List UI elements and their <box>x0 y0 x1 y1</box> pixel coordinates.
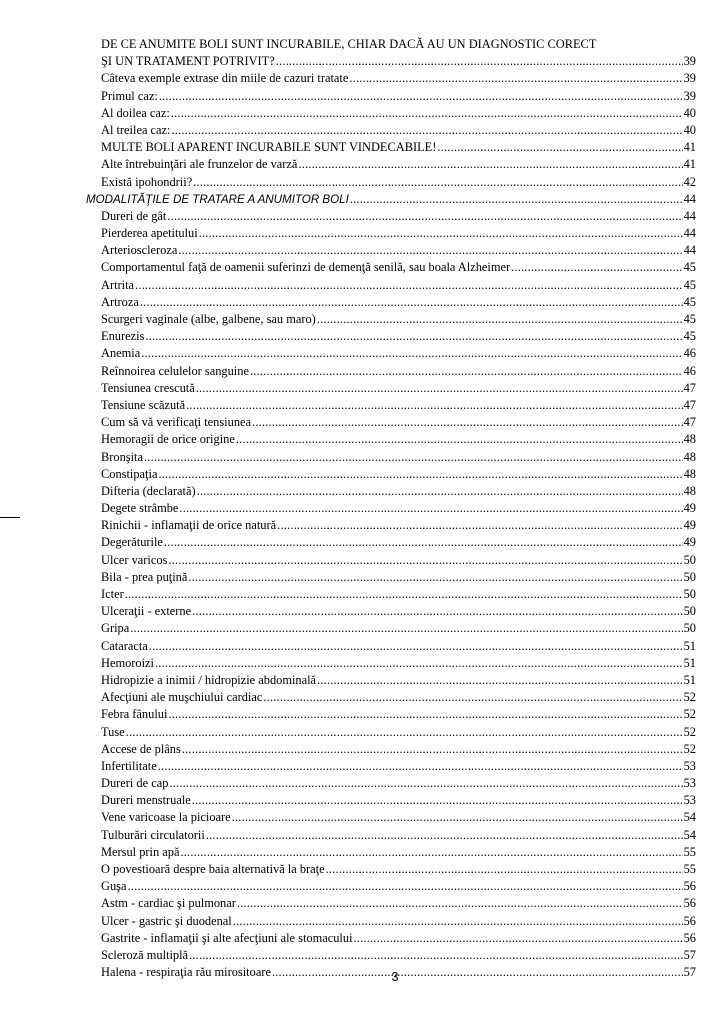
toc-entry-page: 46 <box>683 346 696 361</box>
toc-entry-label: Al doilea caz: <box>101 105 170 120</box>
toc-entry-page: 52 <box>683 741 696 756</box>
toc-entry[interactable] <box>86 930 696 947</box>
toc-entry[interactable] <box>86 500 696 517</box>
toc-entry-label: Icter <box>101 587 124 601</box>
toc-entry[interactable] <box>86 122 696 139</box>
dot-leader <box>145 328 682 345</box>
toc-entry-page: 54 <box>683 827 696 842</box>
dot-leader <box>192 603 682 620</box>
toc-entry-page: 53 <box>683 758 696 773</box>
dot-leader <box>206 827 683 844</box>
toc-entry-label: Pierderea apetitului <box>101 226 198 241</box>
toc-entry-page: 52 <box>683 690 696 705</box>
toc-entry[interactable] <box>86 827 696 844</box>
toc-entry[interactable] <box>86 277 696 294</box>
dot-leader <box>168 552 682 569</box>
toc-entry-page: 54 <box>683 810 696 825</box>
toc-entry-label: Tuse <box>101 724 125 739</box>
dot-leader <box>250 363 683 380</box>
toc-entry[interactable] <box>86 449 696 466</box>
dot-leader <box>135 277 683 294</box>
toc-entry-page: 56 <box>683 879 696 894</box>
dot-leader <box>326 861 683 878</box>
toc-entry-page: 39 <box>683 54 696 69</box>
toc-entry-label: Degerăturile <box>101 535 163 550</box>
toc-entry-label: Guşa <box>101 879 127 894</box>
dot-leader <box>159 88 683 105</box>
dot-leader <box>189 947 683 964</box>
toc-entry-page: 56 <box>683 896 696 911</box>
toc-entry[interactable] <box>86 483 696 500</box>
toc-entry-label: Febra fânului <box>101 707 168 722</box>
toc-entry-label: Hidropizie a inimii / hidropizie abdominală <box>101 672 317 687</box>
toc-entry[interactable] <box>86 139 696 156</box>
toc-entry-page: 49 <box>683 535 696 550</box>
dot-leader <box>437 139 682 156</box>
page-number: 3 <box>391 970 399 984</box>
toc-entry-label: MULTE BOLI APARENT INCURABILE SUNT VINDECABILE! <box>101 140 437 155</box>
toc-entry-page: 48 <box>683 449 696 464</box>
toc-entry[interactable] <box>86 414 696 431</box>
toc-entry-label: Difteria (declarată) <box>101 483 196 498</box>
toc-entry[interactable] <box>86 70 696 87</box>
toc-entry[interactable] <box>86 586 696 603</box>
toc-entry-page: 52 <box>683 707 696 722</box>
toc-entry-page: 50 <box>683 587 696 601</box>
toc-entry-page: 50 <box>683 604 696 619</box>
toc-entry-page: 45 <box>683 294 696 309</box>
toc-entry-label: Primul caz: <box>101 88 158 103</box>
dot-leader <box>252 414 683 431</box>
toc-entry[interactable] <box>86 397 696 414</box>
toc-entry[interactable] <box>86 655 696 672</box>
margin-mark <box>0 517 20 518</box>
toc-entry-label: Dureri menstruale <box>101 793 191 808</box>
toc-entry-label: Scleroză multiplă <box>101 947 189 962</box>
toc-entry-label: Hemoragii de orice origine <box>101 432 235 447</box>
dot-leader <box>317 672 683 689</box>
toc-entry-page: 46 <box>683 363 696 378</box>
toc-entry-page: 41 <box>683 140 696 155</box>
dot-leader <box>127 878 682 895</box>
table-of-contents <box>86 36 696 981</box>
toc-entry[interactable] <box>86 294 696 311</box>
toc-entry-page: 55 <box>683 862 696 876</box>
toc-entry-page: 48 <box>683 466 696 481</box>
toc-entry[interactable] <box>86 569 696 586</box>
toc-entry[interactable] <box>86 552 696 569</box>
toc-entry[interactable] <box>86 380 696 397</box>
toc-entry-label: Artrita <box>101 277 135 292</box>
toc-entry-page: 53 <box>683 793 696 808</box>
toc-entry-page: 48 <box>683 483 696 498</box>
toc-entry-title-line2[interactable] <box>86 53 696 70</box>
toc-entry-page: 44 <box>683 191 696 206</box>
toc-entry[interactable] <box>86 947 696 964</box>
dot-leader <box>182 741 683 758</box>
toc-entry[interactable] <box>86 792 696 809</box>
toc-entry-label: Cum să vă verificaţi tensiunea <box>101 415 252 430</box>
dot-leader <box>141 345 682 362</box>
dot-leader <box>317 311 683 328</box>
toc-entry[interactable] <box>86 328 696 345</box>
dot-leader <box>186 397 683 414</box>
dot-leader <box>354 930 683 947</box>
toc-entry-label: Arterioscleroza <box>101 243 178 258</box>
toc-entry-page: 44 <box>683 243 696 258</box>
toc-entry-label: Degete strâmbe <box>101 501 179 516</box>
toc-entry-page: 44 <box>683 208 696 223</box>
toc-entry-label: Accese de plâns <box>101 741 181 756</box>
toc-entry[interactable] <box>86 534 696 551</box>
dot-leader <box>126 724 683 741</box>
toc-entry[interactable] <box>86 672 696 689</box>
toc-entry-page: 45 <box>683 277 696 292</box>
toc-entry-page: 40 <box>683 122 696 137</box>
toc-entry[interactable] <box>86 844 696 861</box>
dot-leader <box>178 242 682 259</box>
toc-entry-label: Rinichii - inflamaţii de orice natură <box>101 518 277 533</box>
toc-entry[interactable] <box>86 603 696 620</box>
dot-leader <box>149 638 683 655</box>
toc-entry[interactable] <box>86 741 696 758</box>
toc-entry-label: Vene varicoase la picioare <box>101 810 231 825</box>
toc-entry-label: Ulceraţii - externe <box>101 604 192 619</box>
toc-entry-label: Tensiunea crescută <box>101 380 195 395</box>
toc-entry-page: 51 <box>683 672 696 687</box>
toc-entry-label: Gripa <box>101 621 130 636</box>
toc-entry[interactable] <box>86 466 696 483</box>
dot-leader <box>168 706 682 723</box>
toc-entry-label: Enurezis <box>101 329 145 344</box>
toc-entry[interactable] <box>86 724 696 741</box>
toc-entry-page: 52 <box>683 724 696 739</box>
toc-entry-page: 50 <box>683 569 696 584</box>
dot-leader <box>180 844 682 861</box>
toc-entry-label: Gastrite - inflamaţii şi alte afecţiuni ale stomacului <box>101 930 353 945</box>
dot-leader <box>199 225 683 242</box>
toc-entry-label: O povestioară despre baia alternativă la braţe <box>101 862 325 876</box>
toc-entry[interactable] <box>86 895 696 912</box>
toc-entry-label: Artroza <box>101 294 139 309</box>
dot-leader <box>232 809 683 826</box>
toc-entry-label: Bronşita <box>101 449 143 464</box>
toc-entry[interactable] <box>86 775 696 792</box>
dot-leader <box>237 895 683 912</box>
toc-entry-label: Anemia <box>101 346 141 361</box>
toc-entry-page: 39 <box>683 71 696 86</box>
toc-entry-page: 55 <box>683 844 696 859</box>
toc-entry[interactable] <box>86 363 696 380</box>
toc-entry-page: 57 <box>683 947 696 962</box>
toc-section-heading[interactable] <box>86 191 696 208</box>
toc-entry[interactable] <box>86 809 696 826</box>
dot-leader <box>158 758 683 775</box>
toc-entry-page: 49 <box>683 518 696 533</box>
toc-entry-page: 53 <box>683 776 696 791</box>
toc-entry-label: Câteva exemple extrase din miile de cazuri tratate <box>101 71 349 86</box>
toc-entry[interactable] <box>86 431 696 448</box>
toc-entry[interactable] <box>86 913 696 930</box>
toc-entry-label: Afecţiuni ale muşchiului cardiac <box>101 690 263 705</box>
toc-entry-page: 44 <box>683 226 696 241</box>
toc-entry-page: 56 <box>683 913 696 928</box>
toc-entry[interactable] <box>86 689 696 706</box>
toc-entry[interactable] <box>86 225 696 242</box>
toc-entry-page: 41 <box>683 157 696 172</box>
toc-entry-label: ŞI UN TRATAMENT POTRIVIT? <box>101 54 275 69</box>
dot-leader <box>130 620 682 637</box>
toc-entry-label: Infertilitate <box>101 758 157 773</box>
dot-leader <box>277 517 682 534</box>
toc-entry[interactable] <box>86 88 696 105</box>
toc-entry-page: 42 <box>683 174 696 189</box>
toc-entry-label: MODALITĂŢILE DE TRATARE A ANUMITOR BOLI <box>86 192 349 206</box>
dot-leader <box>140 294 683 311</box>
dot-leader <box>155 655 683 672</box>
toc-entry-label: Există ipohondrii? <box>101 174 193 189</box>
dot-leader <box>167 208 682 225</box>
toc-entry-label: Al treilea caz: <box>101 122 171 137</box>
toc-entry-label: Comportamentul faţă de oamenii suferinzi de demenţă senilă, sau boala Alzheimer <box>101 260 511 275</box>
toc-entry-page: 39 <box>683 88 696 103</box>
dot-leader <box>350 191 683 208</box>
toc-entry-page: 57 <box>683 965 696 980</box>
toc-entry-page: 45 <box>683 329 696 344</box>
toc-entry-label: Bila - prea puţină <box>101 569 188 584</box>
toc-entry-label: Tulburări circulatorii <box>101 827 205 842</box>
toc-entry-label: Reînnoirea celulelor sanguine <box>101 363 249 378</box>
toc-entry-label: Ulcer - gastric şi duodenal <box>101 913 232 928</box>
toc-entry-page: 56 <box>683 930 696 945</box>
toc-entry-label: Constipaţia <box>101 466 158 481</box>
dot-leader <box>164 534 683 551</box>
toc-entry-page: 40 <box>683 105 696 120</box>
dot-leader <box>179 500 682 517</box>
toc-entry-page: 45 <box>683 312 696 326</box>
dot-leader <box>349 70 682 87</box>
toc-entry-page: 47 <box>683 380 696 395</box>
dot-leader <box>144 449 683 466</box>
toc-entry[interactable] <box>86 517 696 534</box>
toc-entry-label: Mersul prin apă <box>101 844 180 859</box>
dot-leader <box>196 380 683 397</box>
toc-entry[interactable] <box>86 758 696 775</box>
toc-entry[interactable] <box>86 156 696 173</box>
toc-entry-page: 47 <box>683 397 696 412</box>
dot-leader <box>171 105 683 122</box>
toc-entry-label: Halena - respiraţia rău mirositoare <box>101 965 271 980</box>
toc-entry-page: 50 <box>683 552 696 567</box>
toc-entry-page: 51 <box>683 638 696 653</box>
dot-leader <box>193 174 682 191</box>
dot-leader <box>188 569 682 586</box>
toc-entry-label: Cataracta <box>101 638 148 653</box>
toc-entry[interactable] <box>86 174 696 191</box>
toc-entry-page: 49 <box>683 501 696 516</box>
dot-leader <box>125 586 683 603</box>
toc-entry-label: Alte întrebuinţări ale frunzelor de varză <box>101 157 298 172</box>
toc-entry-list <box>86 70 696 981</box>
toc-entry-page: 51 <box>683 655 696 670</box>
dot-leader <box>276 53 683 70</box>
dot-leader <box>192 792 683 809</box>
dot-leader <box>169 775 682 792</box>
toc-entry-label: Dureri de cap <box>101 776 169 791</box>
dot-leader <box>263 689 682 706</box>
dot-leader <box>197 483 683 500</box>
toc-entry-page: 48 <box>683 432 696 447</box>
toc-entry-page: 50 <box>683 621 696 636</box>
toc-entry[interactable] <box>86 208 696 225</box>
toc-entry[interactable] <box>86 105 696 122</box>
dot-leader <box>236 431 683 448</box>
toc-entry-label: Hemoroizi <box>101 655 154 670</box>
toc-entry[interactable] <box>86 638 696 655</box>
toc-entry[interactable] <box>86 620 696 637</box>
toc-entry-title-line1: DE CE ANUMITE BOLI SUNT INCURABILE, CHIAR DACĂ AU UN DIAGNOSTIC CORECT <box>101 37 597 51</box>
dot-leader <box>511 259 683 276</box>
toc-entry-page: 45 <box>683 260 696 275</box>
toc-entry[interactable] <box>86 259 696 276</box>
toc-entry[interactable] <box>86 242 696 259</box>
toc-entry-label: Astm - cardiac şi pulmonar <box>101 896 236 911</box>
toc-entry[interactable] <box>86 311 696 328</box>
toc-entry[interactable] <box>86 861 696 878</box>
toc-entry[interactable] <box>86 345 696 362</box>
toc-entry-label: Ulcer varicos <box>101 552 168 567</box>
toc-entry[interactable] <box>86 878 696 895</box>
toc-entry-label: Scurgeri vaginale (albe, galbene, sau maro) <box>101 312 316 326</box>
dot-leader <box>171 122 682 139</box>
dot-leader <box>272 964 683 981</box>
toc-entry[interactable] <box>86 706 696 723</box>
dot-leader <box>233 913 683 930</box>
toc-entry-label: Tensiune scăzută <box>101 397 186 412</box>
dot-leader <box>298 156 682 173</box>
toc-entry-page: 47 <box>683 415 696 430</box>
dot-leader <box>158 466 682 483</box>
toc-entry-label: Dureri de gât <box>101 208 167 223</box>
